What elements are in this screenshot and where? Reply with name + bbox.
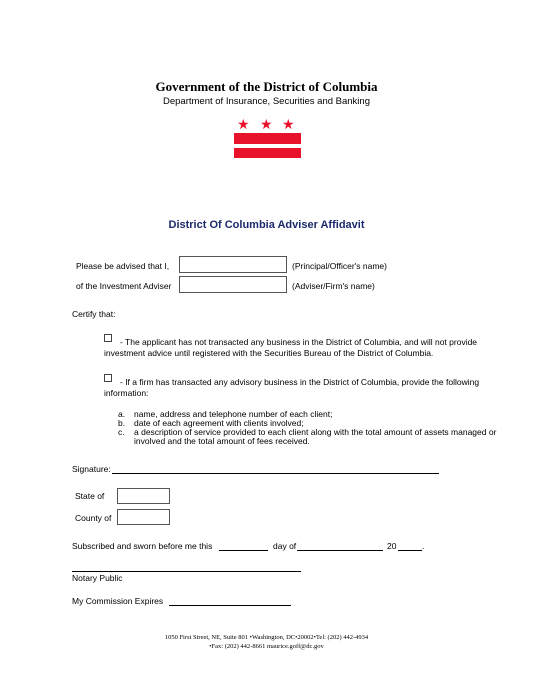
sworn-end: . xyxy=(422,541,425,551)
list-marker: a. xyxy=(118,409,126,419)
sworn-month-blank[interactable] xyxy=(297,550,383,551)
sworn-day-of: day of xyxy=(273,541,297,551)
list-text: name, address and telephone number of each client; xyxy=(134,409,333,419)
notary-label: Notary Public xyxy=(72,573,123,583)
sworn-prefix: Subscribed and sworn before me this xyxy=(72,541,213,551)
state-label: State of xyxy=(75,491,105,501)
department-subtitle: Department of Insurance, Securities and Banking xyxy=(162,96,370,107)
option2-text: - If a firm has transacted any advisory business in the District of Columbia, provide the following information: xyxy=(104,377,480,398)
option1-text: - The applicant has not transacted any business in the District of Columbia, and will not provide investment advice until registered with the Securities Bureau of the District of Columbia. xyxy=(104,337,478,358)
principal-name-input[interactable] xyxy=(179,256,287,273)
form-title: District Of Columbia Adviser Affidavit xyxy=(168,219,365,231)
list-item xyxy=(118,428,516,446)
list-marker: b. xyxy=(118,418,126,428)
sworn-day-blank[interactable] xyxy=(219,550,268,551)
sworn-year-blank[interactable] xyxy=(398,550,422,551)
info-list xyxy=(118,410,516,446)
certify-label: Certify that: xyxy=(72,309,116,319)
county-label: County of xyxy=(75,513,112,523)
adviser-firm-hint: (Adviser/Firm's name) xyxy=(292,281,375,291)
list-marker: c. xyxy=(118,427,125,437)
adviser-label: of the Investment Adviser xyxy=(76,281,172,291)
state-input[interactable] xyxy=(117,488,170,504)
principal-name-hint: (Principal/Officer's name) xyxy=(292,261,387,271)
page-title: Government of the District of Columbia xyxy=(155,79,378,94)
advised-label: Please be advised that I, xyxy=(76,261,170,271)
signature-line[interactable] xyxy=(112,473,439,474)
star-icon: ★ xyxy=(237,116,250,132)
sworn-year-prefix: 20 xyxy=(387,541,397,551)
notary-signature-line[interactable] xyxy=(72,571,301,572)
star-icon: ★ xyxy=(282,116,295,132)
footer-contact: •Fax: (202) 442-8661 maurice.goff@dc.gov xyxy=(209,643,324,650)
list-text: date of each agreement with clients involved; xyxy=(134,418,304,428)
commission-label: My Commission Expires xyxy=(72,596,164,606)
signature-label: Signature: xyxy=(72,464,111,474)
star-icon: ★ xyxy=(260,116,273,132)
commission-date-line[interactable] xyxy=(169,605,291,606)
flag-bar-top xyxy=(234,133,301,144)
footer-address: 1050 First Street, NE, Suite 801 •Washington, DC•20002•Tel: (202) 442-4934 xyxy=(164,634,369,641)
adviser-firm-input[interactable] xyxy=(179,276,287,293)
county-input[interactable] xyxy=(117,509,170,525)
dc-flag-logo xyxy=(233,116,301,158)
flag-bar-bottom xyxy=(234,148,301,158)
list-text: a description of service provided to each client along with the total amount of assets managed or involved and the total amount of fees received. xyxy=(134,427,497,446)
